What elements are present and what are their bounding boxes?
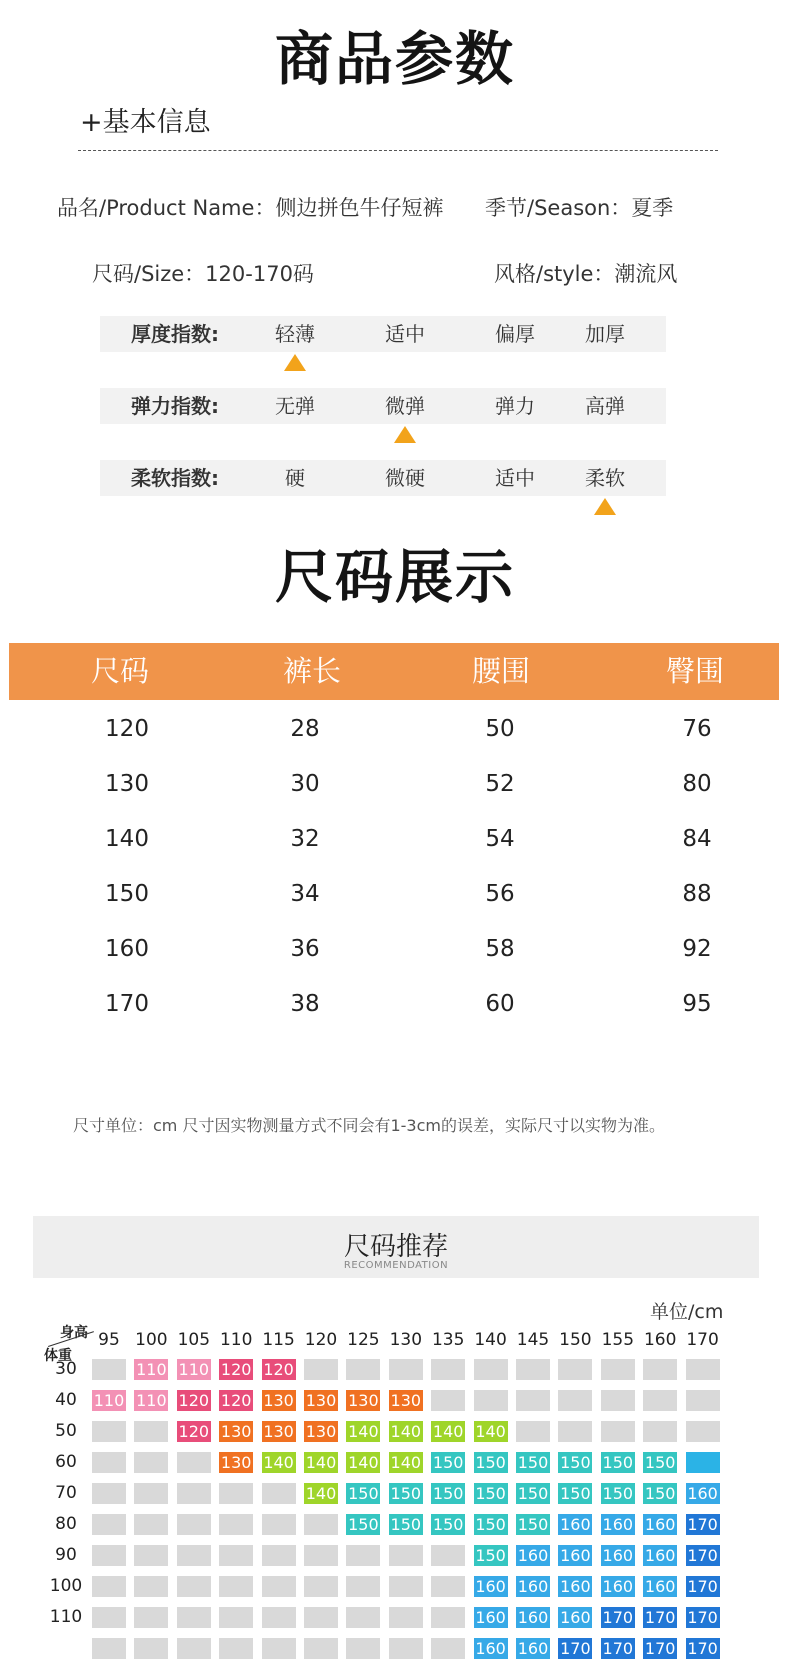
index-option: 微弹: [385, 394, 425, 418]
recommendation-cell: [262, 1545, 296, 1566]
recommendation-cell: [686, 1390, 720, 1411]
header-size: 尺码: [90, 654, 149, 688]
corner-weight-label: 体重: [44, 1348, 72, 1364]
recommendation-cell: [558, 1359, 592, 1380]
style: 风格/style：潮流风: [494, 262, 678, 286]
weight-header: 30: [55, 1359, 77, 1379]
recommendation-cell: 150: [390, 1484, 422, 1503]
recommendation-cell: [431, 1607, 465, 1628]
recommendation-cell: [134, 1452, 168, 1473]
weight-header: 110: [49, 1607, 83, 1627]
recommendation-cell: 150: [432, 1515, 464, 1534]
index-option: 高弹: [585, 394, 625, 418]
recommendation-cell: 170: [644, 1639, 676, 1658]
height-header: 125: [347, 1330, 380, 1350]
recommendation-cell: 140: [348, 1422, 379, 1441]
recommendation-cell: 110: [93, 1391, 125, 1410]
header-waist: 腰围: [471, 654, 530, 688]
index-option: 适中: [385, 322, 425, 346]
recommendation-cell: 130: [305, 1422, 337, 1441]
size-cell: 36: [290, 936, 320, 962]
recommendation-cell: [134, 1576, 168, 1597]
recommendation-cell: [474, 1359, 508, 1380]
recommendation-cell: 150: [644, 1453, 676, 1472]
recommendation-cell: 170: [602, 1608, 634, 1627]
recommendation-cell: 160: [560, 1608, 591, 1627]
recommendation-cell: [304, 1576, 338, 1597]
recommendation-title: 尺码推荐: [343, 1232, 448, 1262]
recommendation-cell: [177, 1483, 211, 1504]
size-cell: 60: [485, 991, 515, 1017]
recommendation-cell: 130: [305, 1391, 337, 1410]
weight-header: 70: [55, 1483, 77, 1503]
recommendation-cell: 140: [390, 1422, 422, 1441]
recommendation-cell: 160: [602, 1515, 634, 1534]
index-option: 硬: [285, 466, 305, 490]
recommendation-cell: 120: [263, 1360, 294, 1379]
recommendation-cell: 150: [432, 1484, 464, 1503]
recommendation-cell: 160: [560, 1546, 591, 1565]
index-option: 加厚: [585, 322, 625, 346]
recommendation-cell: 150: [517, 1515, 549, 1534]
index-label: 弹力指数:: [131, 394, 219, 418]
recommendation-cell: [558, 1390, 592, 1411]
recommendation-cell: [92, 1514, 126, 1535]
recommendation-cell: [389, 1359, 423, 1380]
recommendation-cell: 110: [178, 1360, 210, 1379]
size-cell: 34: [290, 881, 320, 907]
weight-header: 100: [49, 1576, 83, 1596]
recommendation-cell: 120: [220, 1360, 252, 1379]
recommendation-cell: [516, 1390, 550, 1411]
recommendation-cell: 170: [602, 1639, 634, 1658]
recommendation-cell: [601, 1359, 635, 1380]
recommendation-cell: [262, 1607, 296, 1628]
recommendation-cell: 140: [263, 1453, 294, 1472]
recommendation-cell: [219, 1576, 253, 1597]
recommendation-cell: 130: [390, 1391, 422, 1410]
recommendation-cell: [262, 1483, 296, 1504]
recommendation-cell: 150: [602, 1484, 634, 1503]
index-row: [100, 316, 666, 352]
recommendation-cell: [474, 1390, 508, 1411]
recommendation-cell: [134, 1514, 168, 1535]
recommendation-cell: 170: [687, 1577, 718, 1596]
recommendation-cell: 170: [644, 1608, 676, 1627]
size-cell: 50: [485, 716, 515, 742]
recommendation-cell: 150: [517, 1484, 549, 1503]
size-range: 尺码/Size：120-170码: [92, 262, 314, 286]
recommendation-cell: [177, 1607, 211, 1628]
recommendation-cell: 150: [560, 1484, 591, 1503]
recommendation-cell: [346, 1607, 380, 1628]
height-header: 155: [601, 1330, 635, 1350]
recommendation-cell: [177, 1638, 211, 1659]
size-cell: 30: [290, 771, 320, 797]
recommendation-cell: 160: [602, 1546, 634, 1565]
corner-height-label: 身高: [60, 1325, 88, 1341]
recommendation-cell: [134, 1483, 168, 1504]
recommendation-cell: [346, 1545, 380, 1566]
recommendation-cell: [92, 1421, 126, 1442]
size-cell: 150: [105, 881, 149, 907]
size-cell: 140: [105, 826, 149, 852]
recommendation-cell: 170: [687, 1515, 718, 1534]
recommendation-cell: 130: [220, 1422, 252, 1441]
recommendation-cell: 140: [475, 1422, 506, 1441]
recommendation-cell: 150: [644, 1484, 676, 1503]
recommendation-cell: [92, 1483, 126, 1504]
recommendation-cell: 150: [475, 1453, 506, 1472]
recommendation-cell: [92, 1576, 126, 1597]
height-header: 105: [177, 1330, 211, 1350]
recommendation-cell: 140: [432, 1422, 464, 1441]
recommendation-cell: [643, 1421, 677, 1442]
recommendation-cell: 130: [220, 1453, 252, 1472]
recommendation-cell: 160: [644, 1515, 676, 1534]
index-row: [100, 388, 666, 424]
size-cell: 120: [105, 716, 149, 742]
recommendation-cell: [219, 1514, 253, 1535]
recommendation-cell: 160: [560, 1515, 591, 1534]
header-hip: 臀围: [665, 654, 724, 688]
size-cell: 54: [485, 826, 515, 852]
recommendation-cell: [262, 1514, 296, 1535]
weight-header: 40: [55, 1390, 77, 1410]
recommendation-cell: 150: [517, 1453, 549, 1472]
recommendation-cell: 150: [475, 1484, 506, 1503]
recommendation-cell: [686, 1359, 720, 1380]
recommendation-cell: [134, 1421, 168, 1442]
index-label: 柔软指数:: [131, 466, 219, 490]
recommendation-cell: [431, 1359, 465, 1380]
height-header: 145: [516, 1330, 550, 1350]
recommendation-cell: 150: [348, 1484, 379, 1503]
size-cell: 80: [682, 771, 712, 797]
dashed-divider: [78, 150, 718, 151]
recommendation-cell: 120: [178, 1391, 210, 1410]
recommendation-cell: 140: [305, 1484, 337, 1503]
recommendation-cell: 160: [475, 1577, 506, 1596]
recommendation-cell: 130: [263, 1391, 294, 1410]
recommendation-cell: 160: [475, 1608, 506, 1627]
section-heading: +基本信息: [80, 107, 211, 138]
size-cell: 84: [682, 826, 712, 852]
height-header: 100: [135, 1330, 168, 1350]
recommendation-cell: 160: [517, 1639, 549, 1658]
size-cell: 52: [485, 771, 515, 797]
selected-marker-icon: [284, 354, 306, 371]
recommendation-cell: [134, 1545, 168, 1566]
recommendation-cell: [304, 1545, 338, 1566]
recommendation-cell: 160: [560, 1577, 591, 1596]
index-option: 轻薄: [275, 322, 315, 346]
product-name: 品名/Product Name：侧边拼色牛仔短裤: [57, 196, 444, 220]
recommendation-cell: [389, 1576, 423, 1597]
params-title: 商品参数: [274, 25, 515, 93]
recommendation-cell: [389, 1545, 423, 1566]
recommendation-cell: [431, 1390, 465, 1411]
recommendation-cell: [346, 1638, 380, 1659]
recommendation-cell: [262, 1638, 296, 1659]
recommendation-cell: [304, 1359, 338, 1380]
recommendation-cell: [134, 1607, 168, 1628]
recommendation-cell: 140: [390, 1453, 422, 1472]
size-title: 尺码展示: [274, 543, 515, 611]
recommendation-cell: 140: [348, 1453, 379, 1472]
recommendation-cell: 160: [517, 1608, 549, 1627]
size-cell: 130: [105, 771, 149, 797]
index-option: 柔软: [585, 466, 625, 490]
height-header: 150: [559, 1330, 592, 1350]
recommendation-cell: [389, 1607, 423, 1628]
index-option: 适中: [495, 466, 535, 490]
size-cell: 28: [290, 716, 320, 742]
recommendation-cell: [431, 1576, 465, 1597]
recommendation-cell: [304, 1514, 338, 1535]
season: 季节/Season：夏季: [485, 196, 674, 220]
selected-marker-icon: [394, 426, 416, 443]
size-cell: 32: [290, 826, 320, 852]
recommendation-cell: [304, 1638, 338, 1659]
size-cell: 95: [682, 991, 712, 1017]
recommendation-cell: [686, 1421, 720, 1442]
recommendation-cell: 170: [687, 1608, 718, 1627]
weight-header: 50: [55, 1421, 77, 1441]
recommendation-cell: 110: [136, 1391, 167, 1410]
recommendation-cell: 160: [475, 1639, 506, 1658]
recommendation-cell: 140: [305, 1453, 337, 1472]
recommendation-cell: [92, 1359, 126, 1380]
recommendation-cell: [219, 1607, 253, 1628]
weight-header: 90: [55, 1545, 77, 1565]
recommendation-cell: [558, 1421, 592, 1442]
index-row: [100, 460, 666, 496]
recommendation-cell: [92, 1607, 126, 1628]
recommendation-subtitle: RECOMMENDATION: [343, 1260, 449, 1271]
height-header: 120: [304, 1330, 338, 1350]
recommendation-cell: 160: [687, 1484, 718, 1503]
recommendation-cell: 150: [475, 1515, 506, 1534]
recommendation-cell: [92, 1452, 126, 1473]
recommendation-cell: 150: [432, 1453, 464, 1472]
recommendation-cell: [431, 1638, 465, 1659]
recommendation-cell: 150: [560, 1453, 591, 1472]
index-option: 无弹: [275, 394, 315, 418]
index-label: 厚度指数:: [131, 322, 219, 346]
recommendation-cell: 160: [602, 1577, 634, 1596]
recommendation-cell: 160: [644, 1577, 676, 1596]
height-header: 135: [431, 1330, 465, 1350]
height-header: 115: [262, 1330, 295, 1350]
recommendation-cell: 150: [390, 1515, 422, 1534]
index-option: 微硬: [385, 466, 425, 490]
size-cell: 92: [682, 936, 712, 962]
height-header: 130: [389, 1330, 423, 1350]
recommendation-cell: [177, 1514, 211, 1535]
height-header: 95: [98, 1330, 120, 1350]
index-option: 弹力: [495, 394, 535, 418]
recommendation-cell: 150: [602, 1453, 634, 1472]
recommendation-cell: [134, 1638, 168, 1659]
height-header: 110: [219, 1330, 253, 1350]
recommendation-cell: [686, 1452, 720, 1473]
size-cell: 58: [485, 936, 515, 962]
recommendation-cell: [219, 1638, 253, 1659]
height-header: 160: [643, 1330, 677, 1350]
recommendation-cell: [177, 1576, 211, 1597]
header-length: 裤长: [282, 654, 341, 688]
recommendation-cell: [92, 1638, 126, 1659]
recommendation-cell: [177, 1545, 211, 1566]
index-option: 偏厚: [495, 322, 535, 346]
recommendation-cell: [304, 1607, 338, 1628]
recommendation-cell: [219, 1545, 253, 1566]
recommendation-cell: [92, 1545, 126, 1566]
height-header: 140: [474, 1330, 507, 1350]
size-cell: 76: [682, 716, 712, 742]
selected-marker-icon: [594, 498, 616, 515]
recommendation-cell: [431, 1545, 465, 1566]
recommendation-cell: 160: [517, 1546, 549, 1565]
recommendation-cell: [262, 1576, 296, 1597]
recommendation-cell: [516, 1421, 550, 1442]
recommendation-cell: [643, 1390, 677, 1411]
size-cell: 56: [485, 881, 515, 907]
recommendation-cell: [601, 1421, 635, 1442]
recommendation-cell: 120: [220, 1391, 252, 1410]
height-header: 170: [686, 1330, 719, 1350]
recommendation-cell: 110: [136, 1360, 167, 1379]
size-cell: 160: [105, 936, 149, 962]
recommendation-banner: [33, 1216, 759, 1278]
recommendation-cell: 130: [348, 1391, 379, 1410]
recommendation-cell: 170: [560, 1639, 591, 1658]
recommendation-cell: 170: [687, 1546, 718, 1565]
measurement-note: 尺寸单位：cm 尺寸因实物测量方式不同会有1-3cm的误差，实际尺寸以实物为准。: [73, 1116, 665, 1135]
weight-header: 80: [55, 1514, 77, 1534]
recommendation-cell: 150: [348, 1515, 379, 1534]
unit-label: 单位/cm: [650, 1301, 724, 1323]
size-cell: 170: [105, 991, 149, 1017]
size-cell: 88: [682, 881, 712, 907]
recommendation-cell: 120: [178, 1422, 210, 1441]
recommendation-cell: [177, 1452, 211, 1473]
recommendation-cell: 150: [475, 1546, 506, 1565]
recommendation-cell: [219, 1483, 253, 1504]
recommendation-cell: [601, 1390, 635, 1411]
recommendation-cell: [389, 1638, 423, 1659]
weight-header: 60: [55, 1452, 77, 1472]
recommendation-cell: [346, 1359, 380, 1380]
recommendation-cell: [643, 1359, 677, 1380]
recommendation-cell: [346, 1576, 380, 1597]
recommendation-cell: 170: [687, 1639, 718, 1658]
recommendation-cell: 160: [644, 1546, 676, 1565]
size-table-header: [9, 643, 779, 700]
size-cell: 38: [290, 991, 320, 1017]
recommendation-cell: 160: [517, 1577, 549, 1596]
recommendation-cell: 130: [263, 1422, 294, 1441]
recommendation-cell: [516, 1359, 550, 1380]
